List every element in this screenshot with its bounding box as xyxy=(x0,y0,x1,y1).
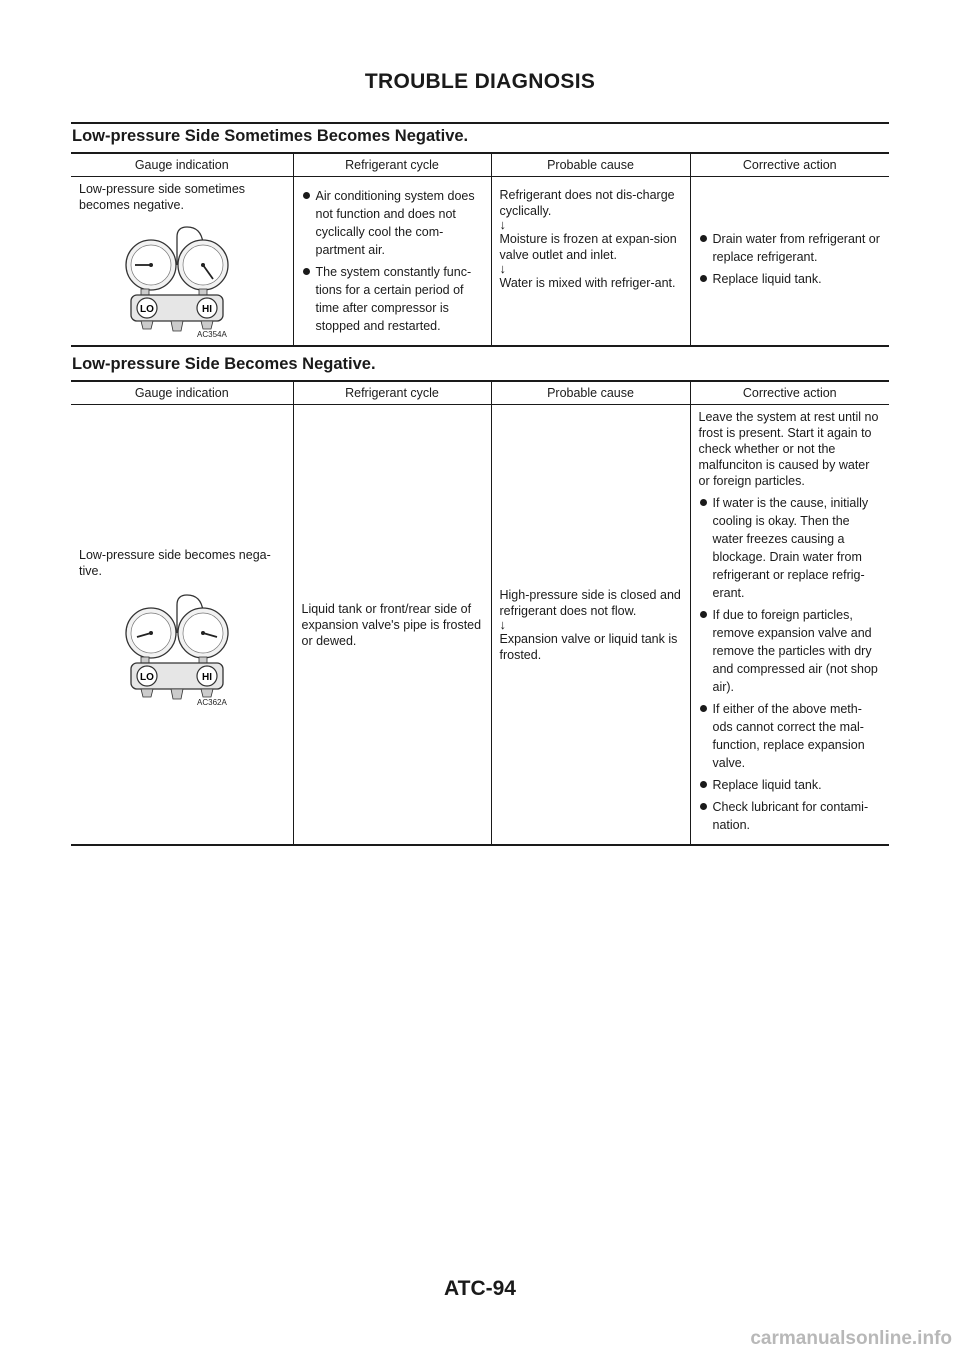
column-header-action: Corrective action xyxy=(690,381,889,405)
list-item: Air conditioning system does not function and does not cyclically cool the com-partment air. xyxy=(302,187,483,259)
action-intro: Leave the system at rest until no frost is present. Start it again to check whether or not the malfunciton is caused by water or foreign particles. xyxy=(698,410,879,488)
table-row xyxy=(71,177,889,347)
gauge-figure xyxy=(117,223,247,339)
figure-code: AC354A xyxy=(197,330,227,339)
action-list xyxy=(699,494,882,834)
cause-text: Water is mixed with refriger-ant. xyxy=(499,276,676,290)
table-header-row xyxy=(71,381,889,405)
page-number: ATC-94 xyxy=(444,1277,516,1300)
column-header-cycle: Refrigerant cycle xyxy=(293,153,491,177)
section-title: Low-pressure Side Becomes Negative. xyxy=(72,355,376,373)
diagnosis-table xyxy=(71,152,889,347)
list-item: If water is the cause, initially cooling is okay. Then the water freezes causing a blockage. Drain water from refrigerant or replace refrig-erant. xyxy=(699,494,882,602)
manifold-gauge-icon xyxy=(117,223,237,335)
page-title: TROUBLE DIAGNOSIS xyxy=(364,70,596,93)
list-item: If due to foreign particles, remove expansion valve and remove the particles with dry and compressed air (not shop air). xyxy=(699,606,882,696)
gauge-cell xyxy=(71,177,293,347)
gauge-figure xyxy=(117,591,247,707)
gauge-description: Low-pressure side sometimes becomes negative. xyxy=(79,182,246,212)
section-becomes-negative xyxy=(71,355,889,846)
column-header-action: Corrective action xyxy=(690,153,889,177)
column-header-gauge: Gauge indication xyxy=(71,381,293,405)
table-row xyxy=(71,405,889,846)
action-cell xyxy=(690,177,889,347)
cause-text: High-pressure side is closed and refrigerant does not flow. xyxy=(499,587,681,618)
section-title-rule xyxy=(71,122,889,146)
cycle-list xyxy=(302,187,483,335)
down-arrow-icon: ↓ xyxy=(499,217,506,232)
watermark: carmanualsonline.info xyxy=(750,1328,952,1349)
down-arrow-icon: ↓ xyxy=(499,261,506,276)
list-item: Replace liquid tank. xyxy=(699,776,882,794)
list-item: Replace liquid tank. xyxy=(699,270,882,288)
table-header-row xyxy=(71,153,889,177)
manifold-gauge-icon xyxy=(117,591,237,703)
action-cell xyxy=(690,405,889,846)
cause-text: Expansion valve or liquid tank is frosted. xyxy=(499,631,678,662)
column-header-cause: Probable cause xyxy=(491,381,690,405)
lo-label: LO xyxy=(140,671,154,683)
cause-cell xyxy=(491,177,690,347)
cause-text: Moisture is frozen at expan-sion valve outlet and inlet. xyxy=(499,232,677,262)
column-header-gauge: Gauge indication xyxy=(71,153,293,177)
cycle-cell xyxy=(293,405,491,846)
hi-label: HI xyxy=(202,671,212,683)
cycle-text: Liquid tank or front/rear side of expansion valve's pipe is frosted or dewed. xyxy=(301,601,482,648)
down-arrow-icon: ↓ xyxy=(499,616,506,632)
lo-label: LO xyxy=(140,304,154,315)
diagnosis-table xyxy=(71,380,889,846)
column-header-cycle: Refrigerant cycle xyxy=(293,381,491,405)
action-list xyxy=(699,230,882,288)
gauge-description: Low-pressure side becomes nega-tive. xyxy=(79,547,271,578)
hi-label: HI xyxy=(202,304,212,315)
list-item: The system constantly func-tions for a certain period of time after compressor is stopped and restarted. xyxy=(302,263,483,335)
cycle-cell xyxy=(293,177,491,347)
column-header-cause: Probable cause xyxy=(491,153,690,177)
figure-code: AC362A xyxy=(197,697,227,707)
list-item: If either of the above meth-ods cannot correct the mal-function, replace expansion valve. xyxy=(699,700,882,772)
section-title: Low-pressure Side Sometimes Becomes Negative. xyxy=(72,127,469,145)
cause-text: Refrigerant does not dis-charge cyclically. xyxy=(499,188,675,218)
list-item: Drain water from refrigerant or replace refrigerant. xyxy=(699,230,882,266)
gauge-cell xyxy=(71,405,293,846)
section-sometimes-negative xyxy=(71,122,889,347)
list-item: Check lubricant for contami-nation. xyxy=(699,798,882,834)
cause-cell xyxy=(491,405,690,846)
